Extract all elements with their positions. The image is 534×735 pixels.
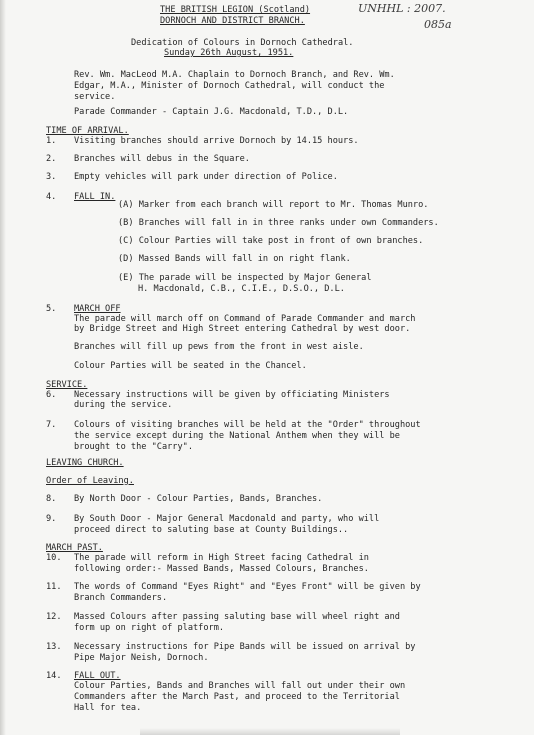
item-9-number: 9. — [46, 514, 57, 524]
item-9-line-1: By South Door - Major General Macdonald and party, who will — [74, 514, 380, 524]
intro-line-2: Edgar, M.A., Minister of Dornoch Cathedral, will conduct the — [74, 81, 385, 91]
item-6-line-2: during the service. — [74, 400, 173, 410]
fall-out-line-1: Colour Parties, Bands and Branches will fall out under their own — [74, 681, 406, 691]
item-12-line-1: Massed Colours after passing saluting base will wheel right and — [74, 612, 400, 622]
heading-march-off: MARCH OFF — [74, 304, 121, 314]
item-10-line-1: The parade will reform in High Street facing Cathedral in — [74, 553, 369, 563]
parade-commander: Parade Commander - Captain J.G. Macdonald, T.D., D.L. — [74, 107, 349, 117]
item-13-number: 13. — [46, 642, 62, 652]
intro-line-3: service. — [74, 92, 116, 102]
item-8-number: 8. — [46, 494, 57, 504]
item-6-number: 6. — [46, 390, 57, 400]
item-10-line-2: following order:- Massed Bands, Massed Colours, Branches. — [74, 564, 369, 574]
item-2-text: Branches will debus in the Square. — [74, 154, 250, 164]
intro-line-1: Rev. Wm. MacLeod M.A. Chaplain to Dornoch Branch, and Rev. Wm. — [74, 70, 395, 80]
item-9-line-2: proceed direct to saluting base at County Buildings.. — [74, 525, 349, 535]
march-off-line-3: Branches will fill up pews from the front in west aisle. — [74, 342, 364, 352]
heading-march-past: MARCH PAST. — [46, 543, 103, 553]
fall-out-line-3: Hall for tea. — [74, 703, 142, 713]
item-2-number: 2. — [46, 154, 57, 164]
heading-fall-in: FALL IN. — [74, 192, 116, 202]
item-13-line-2: Pipe Major Neish, Dornoch. — [74, 653, 209, 663]
heading-fall-out: FALL OUT. — [74, 671, 121, 681]
item-1-text: Visiting branches should arrive Dornoch by 14.15 hours. — [74, 136, 359, 146]
org-line-2: DORNOCH AND DISTRICT BRANCH. — [160, 16, 305, 26]
march-off-line-2: by Bridge Street and High Street entering Cathedral by west door. — [74, 324, 411, 334]
subheading-order-of-leaving: Order of Leaving. — [46, 476, 134, 486]
heading-leaving-church: LEAVING CHURCH. — [46, 458, 124, 468]
item-11-line-1: The words of Command "Eyes Right" and "Eyes Front" will be given by — [74, 582, 421, 592]
bottom-fade — [140, 728, 400, 735]
march-off-line-1: The parade will march off on Command of Parade Commander and march — [74, 314, 416, 324]
fall-in-a: (A) Marker from each branch will report to Mr. Thomas Munro. — [118, 200, 429, 210]
title-line-1: Dedication of Colours in Dornoch Cathedral. — [131, 38, 354, 48]
item-7-line-3: brought to the "Carry". — [74, 442, 193, 452]
item-7-number: 7. — [46, 420, 57, 430]
item-5-number: 5. — [46, 304, 57, 314]
item-6-line-1: Necessary instructions will be given by officiating Ministers — [74, 390, 390, 400]
fall-in-b: (B) Branches will fall in in three ranks under own Commanders. — [118, 218, 439, 228]
item-11-line-2: Branch Commanders. — [74, 593, 168, 603]
item-10-number: 10. — [46, 553, 62, 563]
item-4-number: 4. — [46, 192, 57, 202]
item-12-line-2: form up on right of platform. — [74, 623, 225, 633]
item-11-number: 11. — [46, 582, 62, 592]
item-3-number: 3. — [46, 172, 57, 182]
item-14-number: 14. — [46, 671, 62, 681]
item-8-text: By North Door - Colour Parties, Bands, Branches. — [74, 494, 323, 504]
fall-in-e-line-2: H. Macdonald, C.B., C.I.E., D.S.O., D.L. — [138, 284, 345, 294]
item-1-number: 1. — [46, 136, 57, 146]
item-13-line-1: Necessary instructions for Pipe Bands will be issued on arrival by — [74, 642, 416, 652]
heading-service: SERVICE. — [46, 380, 88, 390]
item-7-line-2: the service except during the National Anthem when they will be — [74, 431, 400, 441]
fall-in-e-line-1: (E) The parade will be inspected by Major General — [118, 273, 372, 283]
org-line-1: THE BRITISH LEGION (Scotland) — [160, 5, 311, 15]
page-edge-shadow — [0, 0, 6, 735]
item-12-number: 12. — [46, 612, 62, 622]
title-line-2: Sunday 26th August, 1951. — [164, 48, 294, 58]
fall-in-d: (D) Massed Bands will fall in on right flank. — [118, 254, 351, 264]
fall-in-c: (C) Colour Parties will take post in front of own branches. — [118, 236, 424, 246]
heading-time-of-arrival: TIME OF ARRIVAL. — [46, 126, 129, 136]
archive-ref-line-2: 085a — [424, 18, 452, 31]
item-3-text: Empty vehicles will park under direction of Police. — [74, 172, 338, 182]
march-off-line-4: Colour Parties will be seated in the Chancel. — [74, 361, 307, 371]
archive-ref-line-1: UNHHL : 2007. — [358, 2, 446, 15]
item-7-line-1: Colours of visiting branches will be held at the "Order" throughout — [74, 420, 421, 430]
fall-out-line-2: Commanders after the March Past, and proceed to the Territorial — [74, 692, 400, 702]
